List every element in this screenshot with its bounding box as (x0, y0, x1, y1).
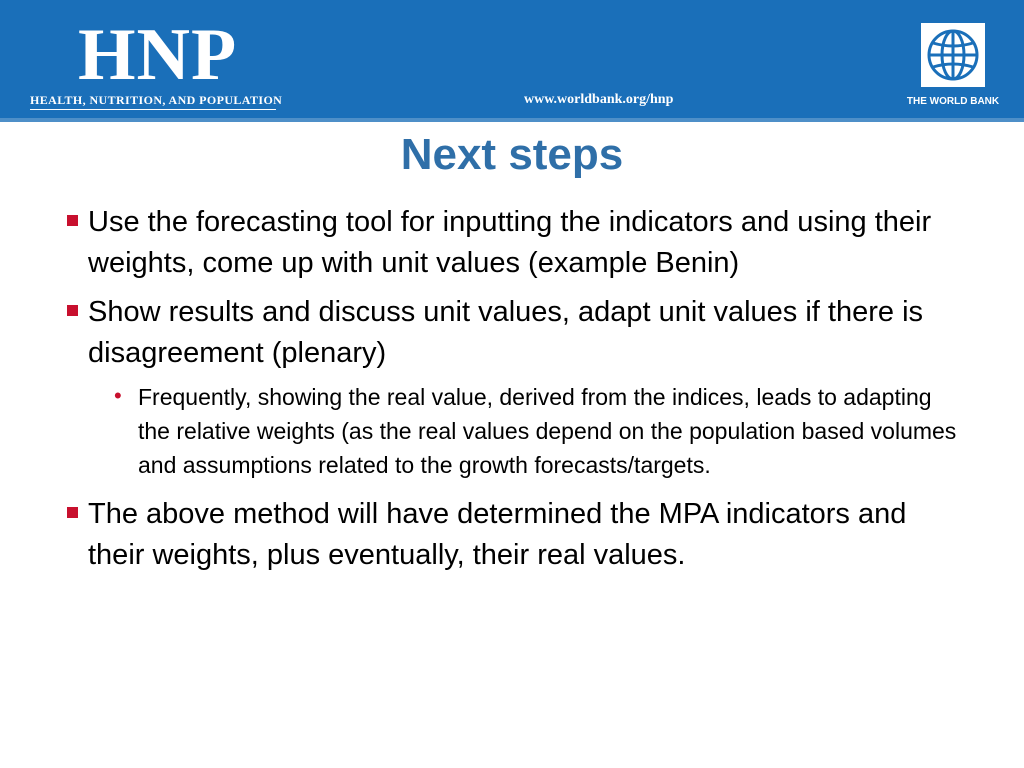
bullet-text: Use the forecasting tool for inputting the indicators and using their weights, come up with unit values (example Benin) (88, 206, 932, 279)
site-url[interactable]: www.worldbank.org/hnp (524, 92, 674, 107)
bullet-text: The above method will have determined the MPA indicators and their weights, plus eventually, their real values. (88, 498, 907, 571)
header-rule (0, 118, 1024, 122)
slide-title: Next steps (400, 130, 624, 179)
bullet-item (62, 202, 962, 284)
world-bank-globe-icon (921, 23, 985, 87)
subtitle-underline (30, 109, 276, 110)
hnp-logo: HNP (78, 14, 238, 96)
bullet-list (62, 202, 962, 576)
hnp-subtitle: HEALTH, NUTRITION, AND POPULATION (30, 93, 283, 107)
sub-bullet-text: Frequently, showing the real value, derived from the indices, leads to adapting the relative weights (as the real values depend on the population based volumes and assumptions related to the growth forecasts/targets. (138, 384, 957, 478)
dot-bullet-icon: • (114, 383, 122, 408)
world-bank-label: THE WORLD BANK (906, 96, 1000, 107)
header-banner (0, 0, 1024, 118)
bullet-text: Show results and discuss unit values, adapt unit values if there is disagreement (plenary) (88, 296, 924, 369)
sub-bullet-item (114, 380, 962, 482)
square-bullet-icon (67, 507, 78, 518)
bullet-item (62, 494, 962, 576)
square-bullet-icon (67, 305, 78, 316)
square-bullet-icon (67, 215, 78, 226)
bullet-item (62, 292, 962, 374)
